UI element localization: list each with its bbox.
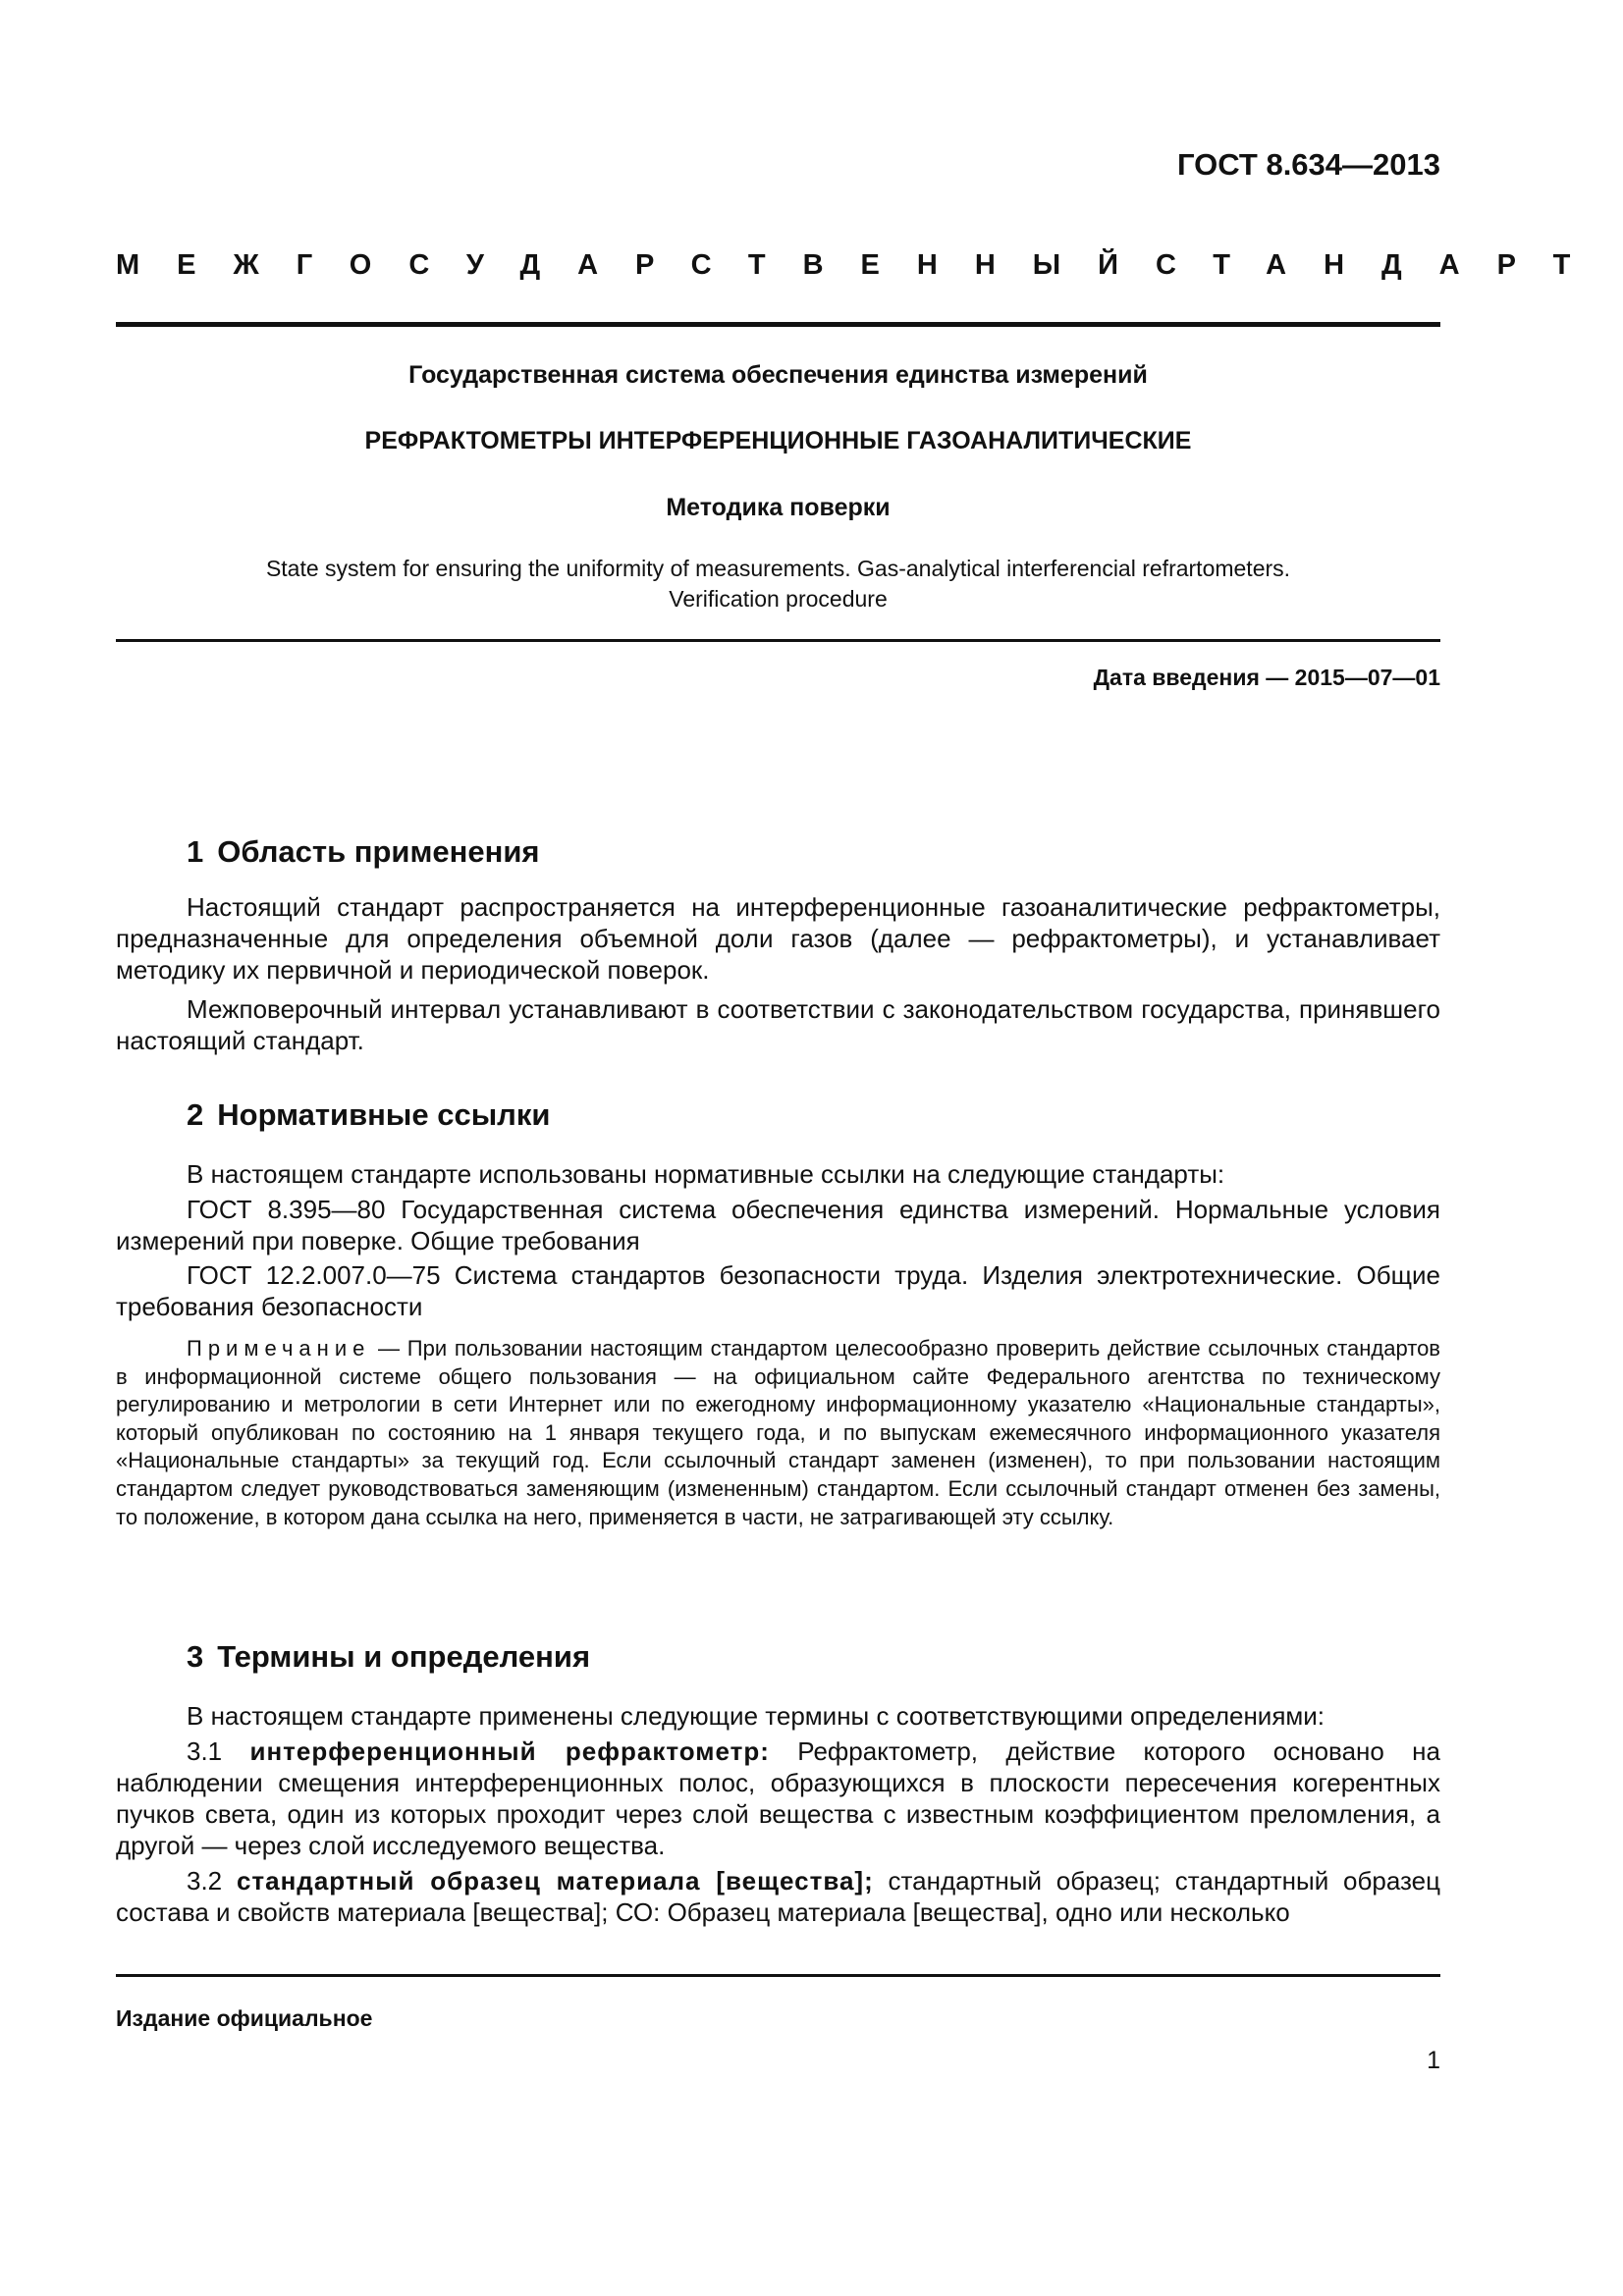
section-number: 2 [187,1097,204,1132]
official-edition-label: Издание официальное [116,2005,373,2031]
english-title-line-1: State system for ensuring the uniformity of measurements. Gas-analytical interferencial refrartometers. [265,556,1291,581]
section-2-note [116,1335,1440,1531]
section-title: Термины и определения [217,1639,591,1674]
term-definition: стандартный образец; стандартный образец состава и свойств материала [вещества]; СО: Образец материала [вещества], одно или несколько [116,1866,1440,1927]
term-name: интерференционный рефрактометр: [249,1736,770,1766]
standard-code: ГОСТ 8.634—2013 [1177,147,1440,182]
note-text: — При пользовании настоящим стандартом целесообразно проверить действие ссылочных стандартов в информационной системе общего пользования — на официальном сайте Федерального агентства по техническому регулированию и метрологии в сети Интернет или по ежегодному информационному указателю «Национальные стандарты», который опубликован по состоянию на 1 января текущего года, и по выпускам ежемесячного информационного указателя «Национальные стандарты» за текущий год. Если ссылочный стандарт заменен (изменен), то при пользовании настоящим стандартом следует руководствоваться заменяющим (измененным) стандартом. Если ссылочный стандарт отменен без замены, то положение, в котором дана ссылка на него, применяется в части, не затрагивающей эту ссылку. [116,1336,1440,1529]
section-1-paragraph-1: Настоящий стандарт распространяется на интерференционные газоаналитические рефрактометры, предназначенные для определения объемной доли газов (далее — рефрактометры), и устанавливает методику их первичной и периодической поверок. [116,892,1440,985]
banner-word-interstate: МЕЖГОСУДАРСТВЕННЫЙ [116,249,1157,281]
system-name: Государственная система обеспечения единства измерений [408,361,1148,389]
page-number: 1 [1427,2047,1440,2074]
section-1-paragraph-2: Межповерочный интервал устанавливают в соответствии с законодательством государства, принявшего настоящий стандарт. [116,994,1440,1055]
term-3-1 [116,1735,1440,1861]
document-title: РЕФРАКТОМЕТРЫ ИНТЕРФЕРЕНЦИОННЫЕ ГАЗОАНАЛИТИЧЕСКИЕ [364,427,1192,454]
section-title: Область применения [217,834,540,869]
term-number: 3.1 [187,1736,250,1766]
term-name: стандартный образец материала [вещества]; [236,1866,874,1896]
section-number: 1 [187,834,204,869]
section-number: 3 [187,1639,204,1674]
title-divider [116,639,1440,642]
section-2-heading [187,1097,550,1133]
section-2-reference-1: ГОСТ 8.395—80 Государственная система обеспечения единства измерений. Нормальные условия измерений при поверке. Общие требования [116,1195,1440,1255]
english-title-line-2: Verification procedure [669,586,888,612]
standard-type-banner [116,249,1608,282]
header-divider [116,322,1440,327]
term-definition: Рефрактометр, действие которого основано на наблюдении смещения интерференционных полос, образующихся в плоскости пересечения когерентных пучков света, один из которых проходит через слой вещества с известным коэффициентом преломления, а другой — через слой исследуемого вещества. [116,1736,1440,1860]
banner-word-standard: СТАНДАРТ [1156,249,1608,281]
section-title: Нормативные ссылки [217,1097,551,1132]
section-3-heading [187,1639,590,1675]
footer-divider [116,1974,1440,1977]
document-subtitle: Методика поверки [666,494,891,521]
section-2-paragraph-1: В настоящем стандарте использованы нормативные ссылки на следующие стандарты: [187,1159,1225,1189]
section-3-paragraph-1: В настоящем стандарте применены следующие термины с соответствующими определениями: [187,1701,1325,1731]
term-number: 3.2 [187,1866,237,1896]
note-label: Примечание [187,1336,371,1361]
introduction-date: Дата введения — 2015—07—01 [1093,665,1440,690]
term-3-2 [116,1865,1440,1928]
section-2-reference-2: ГОСТ 12.2.007.0—75 Система стандартов безопасности труда. Изделия электротехнические. Общие требования безопасности [116,1260,1440,1321]
section-1-heading [187,834,540,870]
